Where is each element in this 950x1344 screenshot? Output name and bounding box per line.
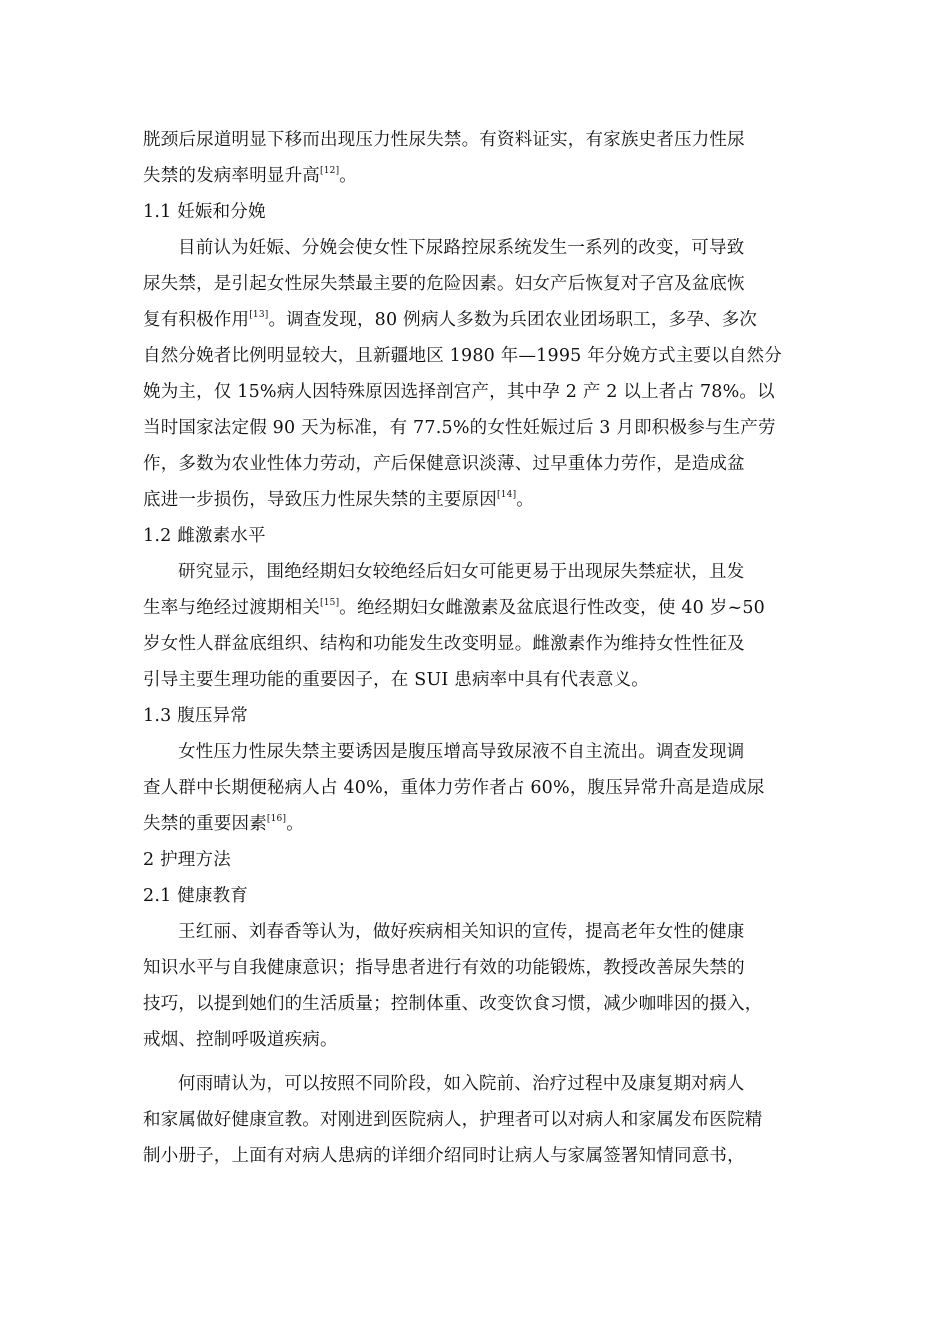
heading-text: 1.3 腹压异常: [143, 706, 248, 726]
text-run: 研究显示，围绝经期妇女较绝经后妇女可能更易于出现尿失禁症状，且发: [178, 562, 745, 582]
text-run: 失禁的发病率明显升高: [143, 166, 320, 186]
paragraph-line: [143, 164, 357, 188]
text-run: 娩为主，仅 15%病人因特殊原因选择剖宫产，其中孕 2 产 2 以上者占 78%。以: [143, 382, 775, 402]
text-run: 当时国家法定假 90 天为标准，有 77.5%的女性妊娠过后 3 月即积极参与生产劳: [143, 418, 776, 438]
paragraph-line: [143, 344, 782, 368]
paragraph-line: [143, 380, 775, 404]
paragraph-line: [143, 272, 745, 296]
paragraph-line: [178, 740, 744, 764]
text-run: 作，多数为农业性体力劳动，产后保健意识淡薄、过早重体力劳作，是造成盆: [143, 454, 745, 474]
text-run: 尿失禁，是引起女性尿失禁最主要的危险因素。妇女产后恢复对子宫及盆底恢: [143, 274, 745, 294]
text-run: 自然分娩者比例明显较大，且新疆地区 1980 年—1995 年分娩方式主要以自然分: [143, 346, 782, 366]
section-heading: [143, 524, 266, 548]
heading-text: 1.2 雌激素水平: [143, 526, 266, 546]
citation-ref: [16]: [266, 814, 287, 825]
paragraph-line: [143, 1144, 745, 1168]
paragraph-line: [143, 488, 534, 512]
text-run: 底进一步损伤，导致压力性尿失禁的主要原因: [143, 490, 497, 510]
paragraph-line: [143, 1108, 763, 1132]
paragraph-line: [143, 1028, 338, 1052]
text-run: 。: [516, 490, 534, 510]
heading-text: 2 护理方法: [143, 850, 231, 870]
paragraph-line: [143, 776, 765, 800]
paragraph-line: [143, 452, 745, 476]
citation-ref: [14]: [497, 490, 517, 501]
paragraph-line: [143, 956, 745, 980]
text-run: 女性压力性尿失禁主要诱因是腹压增高导致尿液不自主流出。调查发现调: [178, 742, 745, 762]
text-run: 和家属做好健康宣教。对刚进到医院病人，护理者可以对病人和家属发布医院精: [143, 1110, 763, 1130]
text-run: 。: [286, 814, 304, 834]
heading-text: 1.1 妊娠和分娩: [143, 202, 266, 222]
paragraph-line: [143, 308, 757, 332]
citation-ref: [12]: [320, 166, 340, 177]
text-run: 技巧，以提到她们的生活质量；控制体重、改变饮食习惯，减少咖啡因的摄入，: [143, 994, 763, 1014]
text-run: 目前认为妊娠、分娩会使女性下尿路控尿系统发生一系列的改变，可导致: [178, 238, 745, 258]
section-heading: [143, 848, 231, 872]
paragraph-line: [178, 560, 744, 584]
text-run: 戒烟、控制呼吸道疾病。: [143, 1030, 338, 1050]
text-run: 复有积极作用: [143, 310, 250, 330]
paragraph-line: [143, 596, 765, 620]
heading-text: 2.1 健康教育: [143, 886, 248, 906]
section-heading: [143, 704, 248, 728]
text-run: 查人群中长期便秘病人占 40%，重体力劳作者占 60%，腹压异常升高是造成尿: [143, 778, 765, 798]
paragraph-line: [178, 1072, 744, 1096]
text-run: 引导主要生理功能的重要因子，在 SUI 患病率中具有代表意义。: [143, 670, 649, 690]
text-run: 岁女性人群盆底组织、结构和功能发生改变明显。雌激素作为维持女性性征及: [143, 634, 745, 654]
text-run: 王红丽、刘春香等认为，做好疾病相关知识的宣传，提高老年女性的健康: [178, 922, 745, 942]
text-run: 胱颈后尿道明显下移而出现压力性尿失禁。有资料证实，有家族史者压力性尿: [143, 130, 745, 150]
paragraph-line: [178, 920, 744, 944]
paragraph-line: [143, 632, 745, 656]
paragraph-line: [143, 812, 304, 836]
citation-ref: [15]: [320, 598, 340, 609]
section-heading: [143, 200, 266, 224]
text-run: 。调查发现，80 例病人多数为兵团农业团场职工，多孕、多次: [268, 310, 758, 330]
paragraph-line: [143, 416, 776, 440]
text-run: 。: [339, 166, 357, 186]
paragraph-line: [143, 992, 763, 1016]
paragraph-line: [178, 236, 744, 260]
text-run: 知识水平与自我健康意识；指导患者进行有效的功能锻炼，教授改善尿失禁的: [143, 958, 745, 978]
paragraph-line: [143, 668, 649, 692]
text-run: 何雨晴认为，可以按照不同阶段，如入院前、治疗过程中及康复期对病人: [178, 1074, 745, 1094]
paragraph-line: [143, 128, 745, 152]
text-run: 制小册子，上面有对病人患病的详细介绍同时让病人与家属签署知情同意书，: [143, 1146, 745, 1166]
text-run: 生率与绝经过渡期相关: [143, 598, 320, 618]
section-heading: [143, 884, 248, 908]
text-run: 。绝经期妇女雌激素及盆底退行性改变，使 40 岁~50: [339, 598, 766, 618]
citation-ref: [13]: [249, 310, 269, 321]
text-run: 失禁的重要因素: [143, 814, 267, 834]
